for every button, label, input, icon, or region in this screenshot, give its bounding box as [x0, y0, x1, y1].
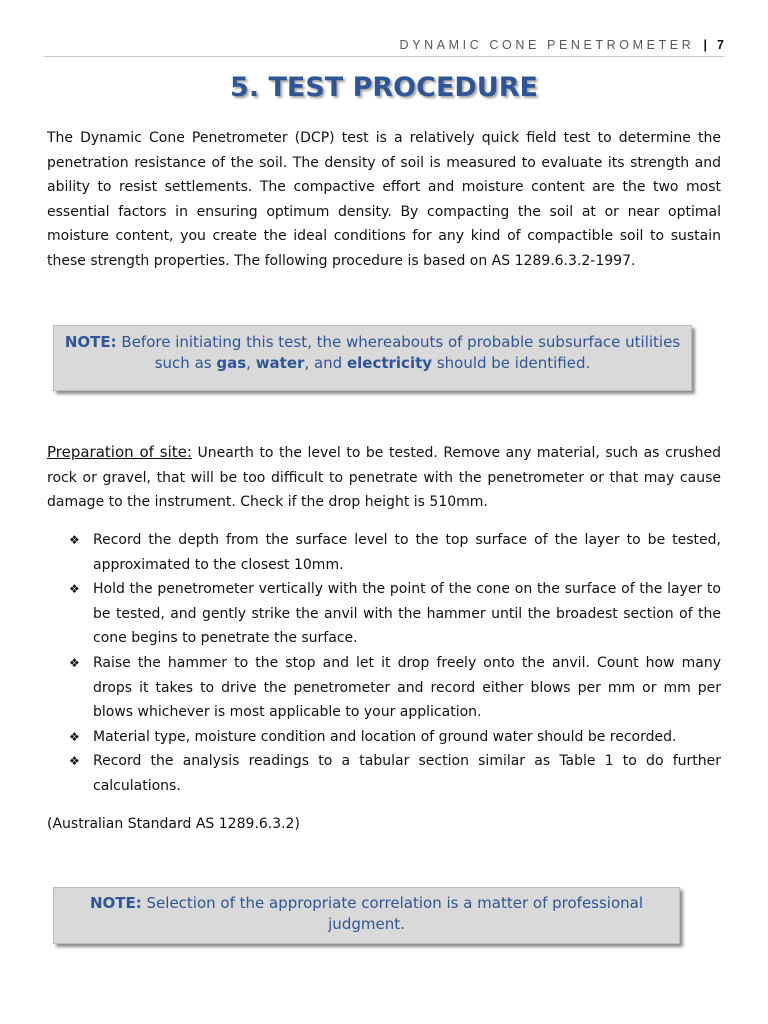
note-text: Before initiating this test, the whereabouts of probable subsurface utilities such as	[116, 333, 681, 372]
note-text: should be identified.	[432, 354, 591, 372]
header-separator: |	[703, 38, 707, 52]
page-number: 7	[717, 38, 724, 52]
list-item	[47, 725, 721, 750]
diamond-bullet-icon: ❖	[69, 582, 80, 597]
note-keyword-water: water	[255, 354, 305, 372]
step-text: Record the depth from the surface level to the top surface of the layer to be tested, approximated to the closest 10mm.	[93, 532, 721, 573]
diamond-bullet-icon: ❖	[69, 655, 80, 670]
intro-paragraph: The Dynamic Cone Penetrometer (DCP) test is a relatively quick field test to determine the penetration resistance of the soil. The density of soil is measured to evaluate its strength and ability to resist settlements. The compactive effort and moisture content are the two most essential factors in ensuring optimum density. By compacting the soil at or near optimal moisture content, you create the ideal conditions for any kind of compactible soil to sustain these strength properties. The following procedure is based on AS 1289.6.3.2-1997.	[47, 130, 721, 269]
list-item	[47, 651, 721, 725]
running-header	[44, 36, 724, 57]
diamond-bullet-icon: ❖	[69, 729, 80, 744]
note-keyword-electricity: electricity	[346, 354, 433, 372]
list-item	[47, 749, 721, 798]
note-text: Selection of the appropriate correlation is a matter of professional judgment.	[141, 894, 644, 933]
preparation-text: Unearth to the level to be tested. Remove any material, such as crushed rock or gravel, that will be too difficult to penetrate with the penetrometer or that may cause damage to the instrument. Check if the drop height is 510mm.	[47, 445, 721, 511]
diamond-bullet-icon: ❖	[69, 533, 80, 547]
list-item	[47, 577, 721, 651]
step-text: Hold the penetrometer vertically with the point of the cone on the surface of the layer to be tested, and gently strike the anvil with the hammer until the broadest section of the cone begins to penetrate the surface.	[93, 581, 721, 647]
procedure-steps-list	[47, 528, 721, 799]
note-text: ,	[246, 354, 256, 372]
section-title: 5. TEST PROCEDURE	[230, 72, 538, 103]
note-keyword-gas: gas	[216, 354, 247, 372]
step-text: Material type, moisture condition and location of ground water should be recorded.	[93, 728, 677, 745]
note-label: NOTE:	[89, 894, 142, 912]
step-text: Raise the hammer to the stop and let it drop freely onto the anvil. Count how many drops it takes to drive the penetrometer and record either blows per mm or mm per blows whichever is most applicable to your application.	[93, 654, 721, 721]
list-item	[47, 528, 721, 577]
note-label: NOTE:	[64, 333, 117, 351]
note-box-correlation	[53, 887, 680, 944]
running-title: DYNAMIC CONE PENETROMETER	[399, 38, 695, 52]
preparation-label: Preparation of site:	[47, 443, 192, 461]
note-box-utilities	[53, 325, 692, 391]
diamond-bullet-icon: ❖	[69, 754, 80, 769]
note-text: , and	[304, 354, 347, 372]
preparation-paragraph	[47, 440, 721, 515]
reference-line: (Australian Standard AS 1289.6.3.2)	[47, 816, 300, 832]
step-text: Record the analysis readings to a tabular section similar as Table 1 to do further calculations.	[93, 753, 721, 794]
